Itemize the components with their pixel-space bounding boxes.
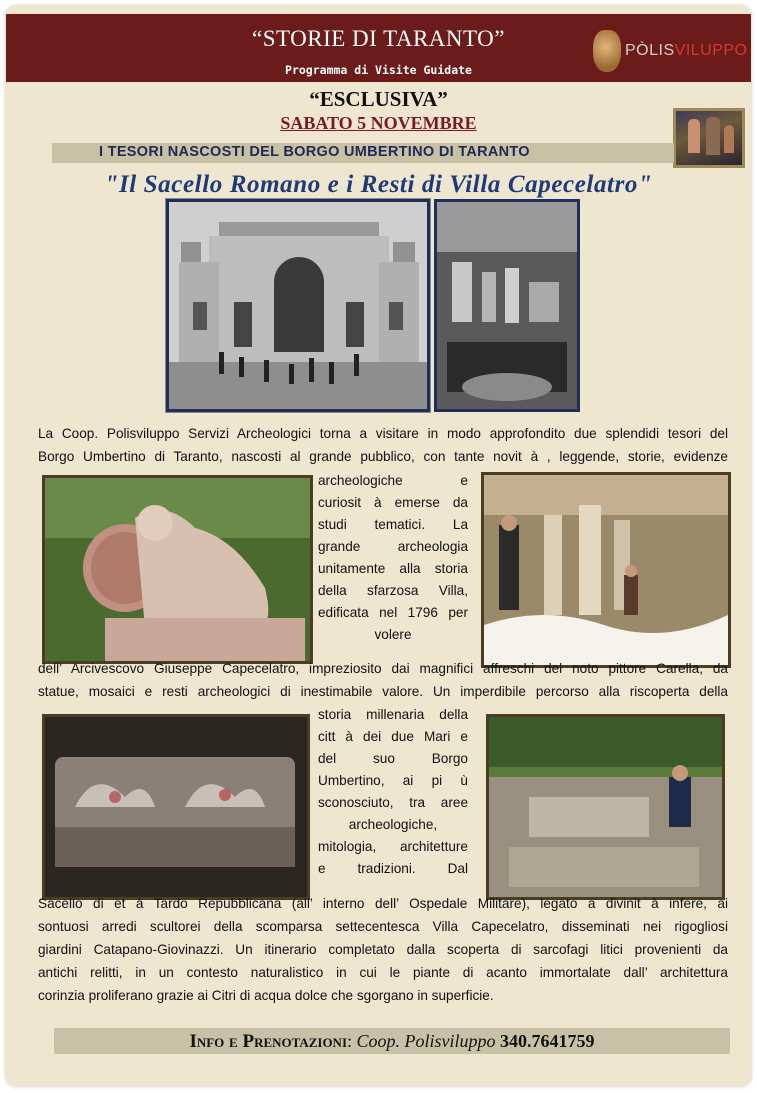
col1-line-7: edificata nel 1796 per <box>318 605 468 620</box>
event-date: SABATO 5 NOVEMBRE <box>280 113 477 133</box>
body-line-5: Sacello di et à Tardo Repubblicana (all’ interno dell’ Ospedale Militare), legato a divinit à infere, ai <box>38 896 728 911</box>
header-bar <box>6 14 751 82</box>
logo-text-b: VILUPPO <box>674 42 748 59</box>
col2-line-1: storia millenaria della <box>318 707 468 722</box>
body-line-6: sontuosi arredi scultorei della scomparsa settecentesca Villa Capecelatro, disseminati nei rigogliosi <box>38 919 728 934</box>
booking-organization: Coop. Polisviluppo <box>356 1031 496 1051</box>
lion-statue-photo <box>42 475 313 664</box>
col1-line-1: archeologiche e <box>318 473 468 488</box>
body-line-9: corinzia proliferano grazie ai Citri di acqua dolce che sgorgano in superficie. <box>38 988 494 1003</box>
booking-phone[interactable]: 340.7641759 <box>500 1031 595 1051</box>
col2-line-8: e tradizioni. Dal <box>318 861 468 876</box>
intro-line-1: La Coop. Polisviluppo Servizi Archeologici torna a visitare in modo approfondito due splendidi tesori del <box>38 426 728 441</box>
body-line-4: statue, mosaici e resti archeologici di inestimabile valore. Un imperdibile percorso alla riscoperta della <box>38 684 728 699</box>
header-subtitle: Programma di Visite Guidate <box>285 63 472 77</box>
villa-facade-photo <box>166 199 430 412</box>
logo-text <box>625 42 748 60</box>
sarcophagus-relief-photo <box>42 714 310 900</box>
event-title: "Il Sacello Romano e i Resti di Villa Capecelatro" <box>104 171 653 198</box>
booking-label: Info e Prenotazioni <box>189 1031 348 1052</box>
col1-line-8: volere <box>374 627 412 642</box>
col1-line-5: unitamente alla storia <box>318 561 468 576</box>
col2-line-5: sconosciuto, tra aree <box>318 795 468 810</box>
flyer-page <box>6 6 751 1086</box>
excavation-photo <box>434 199 580 412</box>
col2-line-7: mitologia, architetture <box>318 839 468 854</box>
body-line-7: giardini Catapano-Giovinazzi. Un itinerario completato dalla scoperta di sarcofagi litici provenienti da <box>38 942 728 957</box>
booking-info-bar <box>54 1028 730 1054</box>
intro-line-2: Borgo Umbertino di Taranto, nascosti al grande pubblico, con tante novit à , leggende, storie, evidenze <box>38 449 728 464</box>
col1-line-4: grande archeologia <box>318 539 468 554</box>
body-line-3: dell’ Arcivescovo Giuseppe Capecelatro, impreziosito dai magnifici affreschi del noto pittore Carella, da <box>38 661 728 676</box>
body-line-8: antichi relitti, in un contesto naturalistico in cui le piante di acanto immortalate dall’ architettura <box>38 965 728 980</box>
col2-line-3: del suo Borgo <box>318 751 468 766</box>
col1-line-6: della sfarzosa Villa, <box>318 583 468 598</box>
garden-visit-photo <box>486 714 725 900</box>
col2-line-2: citt à dei due Mari e <box>318 729 468 744</box>
sacellum-interior-photo <box>481 472 731 668</box>
col2-line-6: archeologiche, <box>348 817 438 832</box>
group-thumbnail-image <box>673 108 745 168</box>
col1-line-2: curiosit à emerse da <box>318 495 468 510</box>
logo-text-a: PÒLIS <box>625 42 675 59</box>
polisviluppo-logo <box>593 28 748 76</box>
exclusive-label: “ESCLUSIVA” <box>309 87 448 111</box>
logo-head-icon <box>593 30 621 72</box>
booking-separator: : <box>347 1031 357 1051</box>
event-banner <box>52 143 674 163</box>
col2-line-4: Umbertino, ai pi ù <box>318 773 468 788</box>
col1-line-3: studi tematici. La <box>318 517 468 532</box>
banner-text: I TESORI NASCOSTI DEL BORGO UMBERTINO DI TARANTO <box>99 144 530 160</box>
header-title: “STORIE DI TARANTO” <box>252 26 505 51</box>
